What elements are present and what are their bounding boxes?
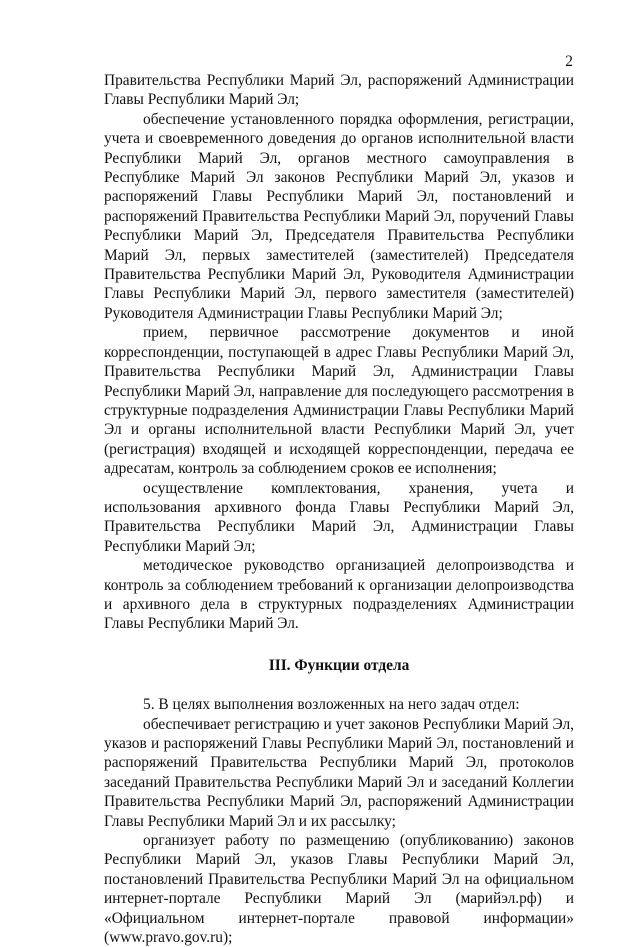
paragraph: прием, первичное рассмотрение документов и иной корреспонденции, поступающей в адрес Главы Республики Марий Эл, Правительства Республики Марий Эл, Администрации Главы Республики Марий Эл, направление для последующего рассмотрения в структурные подразделения Администрации Главы Республики Марий Эл и органы исполнительной власти Республики Марий Эл, учет (регистрация) входящей и исходящей корреспонденции, передача ее адресатам, контроль за соблюдением сроков ее исполнения; xyxy=(104,324,574,478)
paragraphs-before-heading xyxy=(104,71,574,634)
section-heading: III. Функции отдела xyxy=(268,656,410,674)
page-number: 2 xyxy=(565,53,573,70)
paragraph: осуществление комплектования, хранения, учета и использования архивного фонда Главы Республики Марий Эл, Правительства Республики Марий Эл, Администрации Главы Республики Марий Эл; xyxy=(104,479,574,555)
paragraph: методическое руководство организацией делопроизводства и контроль за соблюдением требований к организации делопроизводства и архивного дела в структурных подразделениях Администрации Главы Республики Марий Эл. xyxy=(104,557,574,633)
paragraph: обеспечение установленного порядка оформления, регистрации, учета и своевременного доведения до органов исполнительной власти Республики Марий Эл, органов местного самоуправления в Республике Марий Эл законов Республики Марий Эл, указов и распоряжений Главы Республики Марий Эл, постановлений и распоряжений Правительства Республики Марий Эл, поручений Главы Республики Марий Эл, Председателя Правительства Республики Марий Эл, первых заместителей (заместителей) Председателя Правительства Республики Марий Эл, Руководителя Администрации Главы Республики Марий Эл, первого заместителя (заместителей) Руководителя Администрации Главы Республики Марий Эл; xyxy=(104,110,574,322)
paragraph: обеспечивает регистрацию и учет законов Республики Марий Эл, указов и распоряжений Главы Республики Марий Эл, постановлений и распоряжений Правительства Республики Марий Эл, протоколов заседаний Правительства Республики Марий Эл и заседаний Коллегии Правительства Республики Марий Эл, распоряжений Администрации Главы Республики Марий Эл и их рассылку; xyxy=(104,715,574,830)
paragraph: Правительства Республики Марий Эл, распоряжений Администрации Главы Республики Марий Эл; xyxy=(104,72,574,109)
paragraph: 5. В целях выполнения возложенных на него задач отдел: xyxy=(143,696,520,714)
paragraph: организует работу по размещению (опубликованию) законов Республики Марий Эл, указов Главы Республики Марий Эл, постановлений Правительства Республики Марий Эл на официальном интернет-портале Республики Марий Эл (марийэл.рф) и «Официальном интернет-портале правовой информации» (www.pravo.gov.ru); xyxy=(104,832,574,947)
document-body xyxy=(104,71,574,947)
paragraphs-after-heading xyxy=(104,695,574,947)
